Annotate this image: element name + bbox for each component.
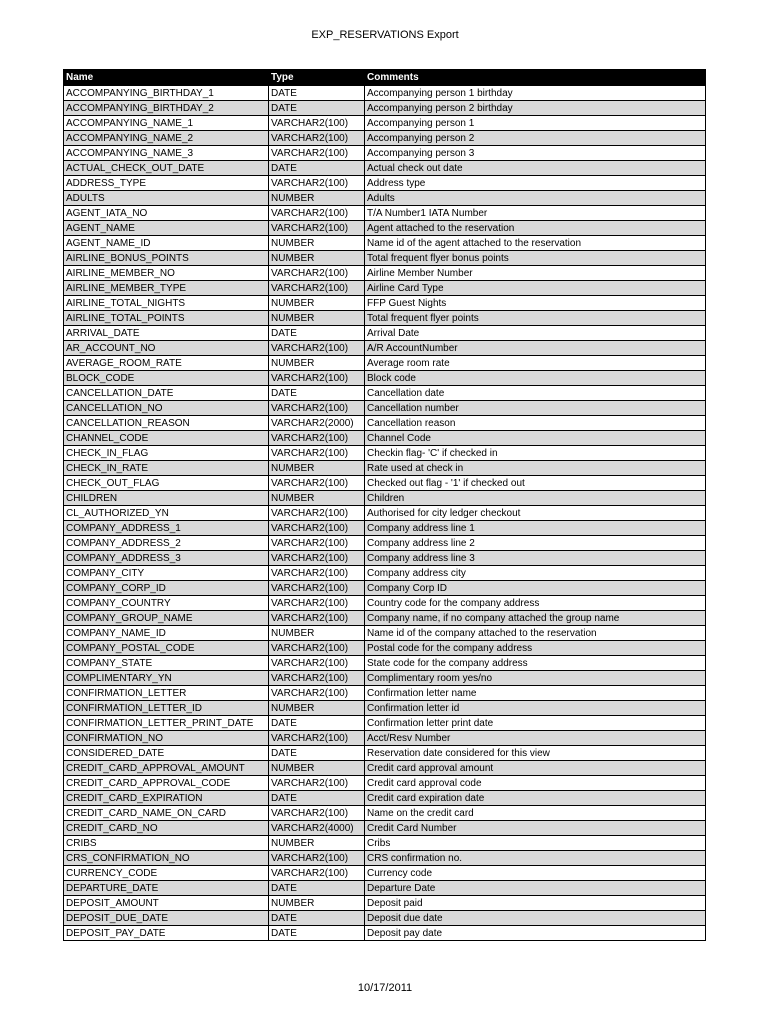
cell-type: VARCHAR2(100) [269, 401, 365, 416]
table-row [64, 521, 706, 536]
cell-name: AR_ACCOUNT_NO [64, 341, 269, 356]
cell-comment: Name id of the agent attached to the reservation [365, 236, 706, 251]
table-row [64, 806, 706, 821]
cell-name: ACCOMPANYING_BIRTHDAY_1 [64, 86, 269, 101]
table-row [64, 236, 706, 251]
cell-comment: Cancellation number [365, 401, 706, 416]
table-row [64, 491, 706, 506]
cell-comment: Adults [365, 191, 706, 206]
cell-type: DATE [269, 881, 365, 896]
cell-name: CONSIDERED_DATE [64, 746, 269, 761]
cell-comment: Average room rate [365, 356, 706, 371]
cell-type: DATE [269, 716, 365, 731]
cell-comment: Channel Code [365, 431, 706, 446]
cell-name: AIRLINE_BONUS_POINTS [64, 251, 269, 266]
cell-name: AGENT_IATA_NO [64, 206, 269, 221]
cell-comment: Reservation date considered for this view [365, 746, 706, 761]
cell-type: VARCHAR2(100) [269, 131, 365, 146]
cell-type: VARCHAR2(100) [269, 206, 365, 221]
cell-comment: CRS confirmation no. [365, 851, 706, 866]
cell-comment: Company address line 1 [365, 521, 706, 536]
table-row [64, 761, 706, 776]
cell-type: NUMBER [269, 896, 365, 911]
cell-comment: Credit card approval code [365, 776, 706, 791]
cell-name: COMPANY_STATE [64, 656, 269, 671]
cell-comment: Acct/Resv Number [365, 731, 706, 746]
cell-comment: State code for the company address [365, 656, 706, 671]
table-row [64, 326, 706, 341]
cell-comment: Airline Member Number [365, 266, 706, 281]
table-row [64, 731, 706, 746]
table-row [64, 776, 706, 791]
cell-type: VARCHAR2(100) [269, 776, 365, 791]
cell-type: VARCHAR2(100) [269, 611, 365, 626]
cell-comment: Postal code for the company address [365, 641, 706, 656]
cell-name: AIRLINE_MEMBER_TYPE [64, 281, 269, 296]
cell-type: VARCHAR2(100) [269, 536, 365, 551]
cell-name: AIRLINE_TOTAL_POINTS [64, 311, 269, 326]
cell-type: VARCHAR2(100) [269, 371, 365, 386]
cell-type: NUMBER [269, 296, 365, 311]
cell-type: NUMBER [269, 251, 365, 266]
cell-type: DATE [269, 386, 365, 401]
table-row [64, 836, 706, 851]
cell-comment: Name id of the company attached to the reservation [365, 626, 706, 641]
table-row [64, 821, 706, 836]
table-row [64, 116, 706, 131]
cell-comment: Company address city [365, 566, 706, 581]
cell-type: VARCHAR2(100) [269, 731, 365, 746]
cell-name: ACCOMPANYING_NAME_2 [64, 131, 269, 146]
cell-name: CANCELLATION_REASON [64, 416, 269, 431]
cell-name: CRIBS [64, 836, 269, 851]
cell-type: VARCHAR2(4000) [269, 821, 365, 836]
cell-type: NUMBER [269, 836, 365, 851]
cell-name: ARRIVAL_DATE [64, 326, 269, 341]
table-row [64, 131, 706, 146]
cell-comment: Checkin flag- 'C' if checked in [365, 446, 706, 461]
table-row [64, 551, 706, 566]
table-row [64, 581, 706, 596]
cell-comment: Rate used at check in [365, 461, 706, 476]
cell-type: NUMBER [269, 236, 365, 251]
table-row [64, 416, 706, 431]
table-row [64, 881, 706, 896]
table-row [64, 791, 706, 806]
cell-comment: FFP Guest Nights [365, 296, 706, 311]
cell-name: CANCELLATION_DATE [64, 386, 269, 401]
table-row [64, 701, 706, 716]
cell-comment: Deposit paid [365, 896, 706, 911]
table-row [64, 611, 706, 626]
cell-name: CREDIT_CARD_NAME_ON_CARD [64, 806, 269, 821]
table-row [64, 401, 706, 416]
cell-name: CL_AUTHORIZED_YN [64, 506, 269, 521]
cell-name: COMPLIMENTARY_YN [64, 671, 269, 686]
table-row [64, 851, 706, 866]
cell-comment: Departure Date [365, 881, 706, 896]
cell-name: COMPANY_CORP_ID [64, 581, 269, 596]
cell-type: VARCHAR2(100) [269, 656, 365, 671]
table-row [64, 191, 706, 206]
cell-type: VARCHAR2(100) [269, 446, 365, 461]
cell-type: NUMBER [269, 311, 365, 326]
cell-comment: Cancellation date [365, 386, 706, 401]
table-row [64, 296, 706, 311]
cell-type: VARCHAR2(100) [269, 851, 365, 866]
cell-type: VARCHAR2(100) [269, 506, 365, 521]
cell-name: DEPOSIT_AMOUNT [64, 896, 269, 911]
cell-name: ACTUAL_CHECK_OUT_DATE [64, 161, 269, 176]
cell-comment: Company Corp ID [365, 581, 706, 596]
table-row [64, 206, 706, 221]
cell-type: VARCHAR2(100) [269, 641, 365, 656]
cell-type: VARCHAR2(100) [269, 581, 365, 596]
cell-comment: Total frequent flyer bonus points [365, 251, 706, 266]
cell-type: NUMBER [269, 701, 365, 716]
cell-name: CHANNEL_CODE [64, 431, 269, 446]
cell-type: DATE [269, 926, 365, 941]
cell-type: NUMBER [269, 191, 365, 206]
cell-name: CONFIRMATION_LETTER_ID [64, 701, 269, 716]
cell-comment: Authorised for city ledger checkout [365, 506, 706, 521]
cell-comment: Agent attached to the reservation [365, 221, 706, 236]
cell-type: VARCHAR2(100) [269, 596, 365, 611]
cell-name: COMPANY_ADDRESS_2 [64, 536, 269, 551]
table-row [64, 161, 706, 176]
cell-comment: Checked out flag - '1' if checked out [365, 476, 706, 491]
table-row [64, 446, 706, 461]
cell-type: VARCHAR2(100) [269, 221, 365, 236]
table-row [64, 341, 706, 356]
cell-comment: Company address line 3 [365, 551, 706, 566]
cell-type: DATE [269, 746, 365, 761]
table-row [64, 746, 706, 761]
cell-name: COMPANY_GROUP_NAME [64, 611, 269, 626]
cell-name: CONFIRMATION_NO [64, 731, 269, 746]
cell-comment: Deposit pay date [365, 926, 706, 941]
cell-name: AIRLINE_TOTAL_NIGHTS [64, 296, 269, 311]
table-row [64, 866, 706, 881]
cell-type: DATE [269, 791, 365, 806]
cell-comment: Cribs [365, 836, 706, 851]
cell-type: VARCHAR2(2000) [269, 416, 365, 431]
table-row [64, 431, 706, 446]
cell-name: CONFIRMATION_LETTER [64, 686, 269, 701]
cell-type: VARCHAR2(100) [269, 551, 365, 566]
cell-name: COMPANY_POSTAL_CODE [64, 641, 269, 656]
table-row [64, 266, 706, 281]
cell-comment: Company name, if no company attached the group name [365, 611, 706, 626]
cell-name: ADDRESS_TYPE [64, 176, 269, 191]
cell-name: ACCOMPANYING_BIRTHDAY_2 [64, 101, 269, 116]
cell-type: NUMBER [269, 356, 365, 371]
cell-name: CREDIT_CARD_APPROVAL_AMOUNT [64, 761, 269, 776]
cell-comment: Arrival Date [365, 326, 706, 341]
cell-name: CREDIT_CARD_APPROVAL_CODE [64, 776, 269, 791]
cell-type: DATE [269, 326, 365, 341]
cell-type: VARCHAR2(100) [269, 521, 365, 536]
table-row [64, 371, 706, 386]
table-row [64, 506, 706, 521]
cell-comment: Deposit due date [365, 911, 706, 926]
table-row [64, 671, 706, 686]
columns-table [63, 69, 706, 941]
cell-type: VARCHAR2(100) [269, 671, 365, 686]
table-row [64, 281, 706, 296]
cell-name: BLOCK_CODE [64, 371, 269, 386]
cell-name: AVERAGE_ROOM_RATE [64, 356, 269, 371]
cell-name: CREDIT_CARD_EXPIRATION [64, 791, 269, 806]
table-row [64, 146, 706, 161]
table-row [64, 311, 706, 326]
cell-type: VARCHAR2(100) [269, 266, 365, 281]
cell-comment: Credit Card Number [365, 821, 706, 836]
cell-comment: Cancellation reason [365, 416, 706, 431]
cell-name: CHECK_IN_FLAG [64, 446, 269, 461]
cell-name: CHECK_IN_RATE [64, 461, 269, 476]
cell-name: AIRLINE_MEMBER_NO [64, 266, 269, 281]
cell-name: CREDIT_CARD_NO [64, 821, 269, 836]
cell-type: NUMBER [269, 491, 365, 506]
cell-type: VARCHAR2(100) [269, 431, 365, 446]
header-comments: Comments [365, 70, 706, 86]
cell-name: AGENT_NAME_ID [64, 236, 269, 251]
footer-date: 10/17/2011 [357, 982, 413, 994]
cell-type: DATE [269, 911, 365, 926]
cell-name: CRS_CONFIRMATION_NO [64, 851, 269, 866]
table-row [64, 536, 706, 551]
cell-type: VARCHAR2(100) [269, 146, 365, 161]
cell-name: DEPOSIT_DUE_DATE [64, 911, 269, 926]
table-row [64, 386, 706, 401]
cell-type: NUMBER [269, 761, 365, 776]
header-name: Name [64, 70, 269, 86]
columns-table-container [63, 69, 705, 941]
cell-comment: Confirmation letter print date [365, 716, 706, 731]
cell-comment: T/A Number1 IATA Number [365, 206, 706, 221]
cell-name: ACCOMPANYING_NAME_1 [64, 116, 269, 131]
cell-type: VARCHAR2(100) [269, 116, 365, 131]
cell-name: CANCELLATION_NO [64, 401, 269, 416]
table-row [64, 86, 706, 101]
cell-type: VARCHAR2(100) [269, 476, 365, 491]
cell-comment: A/R AccountNumber [365, 341, 706, 356]
table-row [64, 176, 706, 191]
cell-type: DATE [269, 161, 365, 176]
table-row [64, 101, 706, 116]
cell-comment: Accompanying person 2 birthday [365, 101, 706, 116]
cell-type: VARCHAR2(100) [269, 806, 365, 821]
cell-name: AGENT_NAME [64, 221, 269, 236]
cell-name: COMPANY_COUNTRY [64, 596, 269, 611]
cell-name: ACCOMPANYING_NAME_3 [64, 146, 269, 161]
header-type: Type [269, 70, 365, 86]
table-row [64, 926, 706, 941]
cell-name: CHILDREN [64, 491, 269, 506]
cell-comment: Name on the credit card [365, 806, 706, 821]
cell-type: VARCHAR2(100) [269, 686, 365, 701]
cell-comment: Address type [365, 176, 706, 191]
cell-name: DEPARTURE_DATE [64, 881, 269, 896]
cell-type: NUMBER [269, 461, 365, 476]
cell-type: DATE [269, 86, 365, 101]
table-row [64, 251, 706, 266]
table-row [64, 356, 706, 371]
cell-comment: Country code for the company address [365, 596, 706, 611]
cell-comment: Accompanying person 2 [365, 131, 706, 146]
cell-comment: Accompanying person 1 [365, 116, 706, 131]
table-body [64, 86, 706, 941]
cell-comment: Actual check out date [365, 161, 706, 176]
cell-comment: Total frequent flyer points [365, 311, 706, 326]
table-row [64, 896, 706, 911]
cell-name: COMPANY_NAME_ID [64, 626, 269, 641]
cell-comment: Confirmation letter name [365, 686, 706, 701]
cell-type: DATE [269, 101, 365, 116]
table-row [64, 716, 706, 731]
cell-name: COMPANY_ADDRESS_1 [64, 521, 269, 536]
table-row [64, 596, 706, 611]
cell-name: CONFIRMATION_LETTER_PRINT_DATE [64, 716, 269, 731]
cell-type: VARCHAR2(100) [269, 281, 365, 296]
page-title: EXP_RESERVATIONS Export [311, 29, 459, 41]
cell-comment: Credit card approval amount [365, 761, 706, 776]
cell-name: CHECK_OUT_FLAG [64, 476, 269, 491]
cell-type: VARCHAR2(100) [269, 176, 365, 191]
cell-type: VARCHAR2(100) [269, 566, 365, 581]
cell-name: DEPOSIT_PAY_DATE [64, 926, 269, 941]
cell-comment: Children [365, 491, 706, 506]
table-row [64, 476, 706, 491]
table-row [64, 911, 706, 926]
cell-comment: Currency code [365, 866, 706, 881]
cell-name: COMPANY_ADDRESS_3 [64, 551, 269, 566]
cell-name: ADULTS [64, 191, 269, 206]
cell-type: NUMBER [269, 626, 365, 641]
table-row [64, 626, 706, 641]
table-row [64, 461, 706, 476]
cell-comment: Confirmation letter id [365, 701, 706, 716]
table-header-row [64, 70, 706, 86]
cell-comment: Complimentary room yes/no [365, 671, 706, 686]
table-row [64, 566, 706, 581]
cell-comment: Accompanying person 1 birthday [365, 86, 706, 101]
cell-type: VARCHAR2(100) [269, 341, 365, 356]
cell-comment: Accompanying person 3 [365, 146, 706, 161]
table-row [64, 686, 706, 701]
cell-comment: Company address line 2 [365, 536, 706, 551]
cell-comment: Block code [365, 371, 706, 386]
table-row [64, 656, 706, 671]
cell-comment: Airline Card Type [365, 281, 706, 296]
cell-name: CURRENCY_CODE [64, 866, 269, 881]
table-row [64, 641, 706, 656]
table-row [64, 221, 706, 236]
cell-name: COMPANY_CITY [64, 566, 269, 581]
cell-comment: Credit card expiration date [365, 791, 706, 806]
cell-type: VARCHAR2(100) [269, 866, 365, 881]
